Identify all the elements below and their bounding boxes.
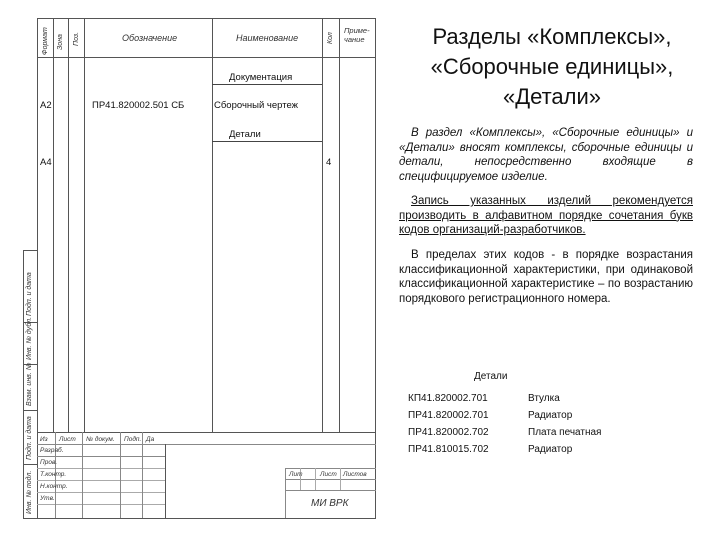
parts-list-code: ПР41.820002.701 xyxy=(408,410,489,421)
header-format: Формат xyxy=(42,27,49,55)
paragraph-alphabetical-order: Запись указанных изделий рекомендуется производить в алфавитном порядке сочетания букв кодов организаций-разработчиков. xyxy=(399,195,693,237)
parts-list-name: Радиатор xyxy=(528,444,573,455)
doc-designation-cell: ПР41.820002.501 СБ xyxy=(92,100,185,111)
slide-title: Разделы «Комплексы», «Сборочные единицы», «Детали» xyxy=(430,24,674,109)
header-name: Наименование xyxy=(236,33,299,43)
tb-col-docnum: № докум. xyxy=(86,436,115,443)
parts-list-name: Радиатор xyxy=(528,410,573,421)
tb-col-date: Да xyxy=(146,436,155,443)
parts-list-code: ПР41.810015.702 xyxy=(408,444,489,455)
side-label-dup-inv: Инв. № дубл. xyxy=(26,316,33,360)
section-parts: Детали xyxy=(229,129,261,140)
header-qty: Кол xyxy=(327,32,334,44)
parts-list-heading: Детали xyxy=(474,371,508,382)
doc-name-cell: Сборочный чертеж xyxy=(214,100,298,111)
doc-format-cell: А2 xyxy=(40,100,52,111)
tb-col-sheet: Лист xyxy=(59,436,76,443)
tb-row-norm-control: Н.контр. xyxy=(40,483,68,490)
parts-list-code: КП41.820002.701 xyxy=(408,393,488,404)
paragraph-sections-intro: В раздел «Комплексы», «Сборочные единицы» и «Детали» вносят комплексы, сборочные единицы и детали, непосредственно входящие в специфицируемое изделие. xyxy=(399,127,693,183)
tb-sheets-label: Листов xyxy=(343,471,367,478)
header-designation: Обозначение xyxy=(122,33,178,43)
header-note: Приме-чание xyxy=(344,26,370,44)
parts-list-code: ПР41.820002.702 xyxy=(408,427,489,438)
tb-col-revision: Из xyxy=(40,436,48,443)
tb-row-developer: Разраб. xyxy=(40,447,64,454)
side-label-sign-date-2: Подп. и дата xyxy=(26,416,33,460)
side-label-repl-inv: Взам. инв. № xyxy=(26,362,33,406)
tb-row-approved: Утв. xyxy=(40,495,55,502)
tb-sheet-label: Лист xyxy=(320,471,337,478)
tb-col-sign: Подп. xyxy=(124,436,142,443)
section-documentation: Документация xyxy=(229,72,293,83)
tb-organization: МИ ВРК xyxy=(311,498,349,509)
tb-row-tech-control: Т.контр. xyxy=(40,471,67,478)
paragraph-classification-order: В пределах этих кодов - в порядке возрастания классификационной характеристики, при одинаковой классификационной характеристике – по возрастанию порядкового регистрационного номера. xyxy=(399,249,693,305)
side-label-orig-inv: Инв. № подл. xyxy=(26,470,33,514)
tb-row-checker: Пров. xyxy=(40,459,58,466)
part-qty-cell: 4 xyxy=(326,157,332,168)
side-label-sign-date-1: Подп. и дата xyxy=(26,272,33,316)
part-format-cell: А4 xyxy=(40,157,52,168)
header-pos: Поз. xyxy=(73,31,80,46)
parts-list-name: Плата печатная xyxy=(528,427,602,438)
parts-list-name: Втулка xyxy=(528,393,560,404)
tb-lit-label: Лит xyxy=(289,471,303,478)
header-zone: Зона xyxy=(57,34,64,50)
